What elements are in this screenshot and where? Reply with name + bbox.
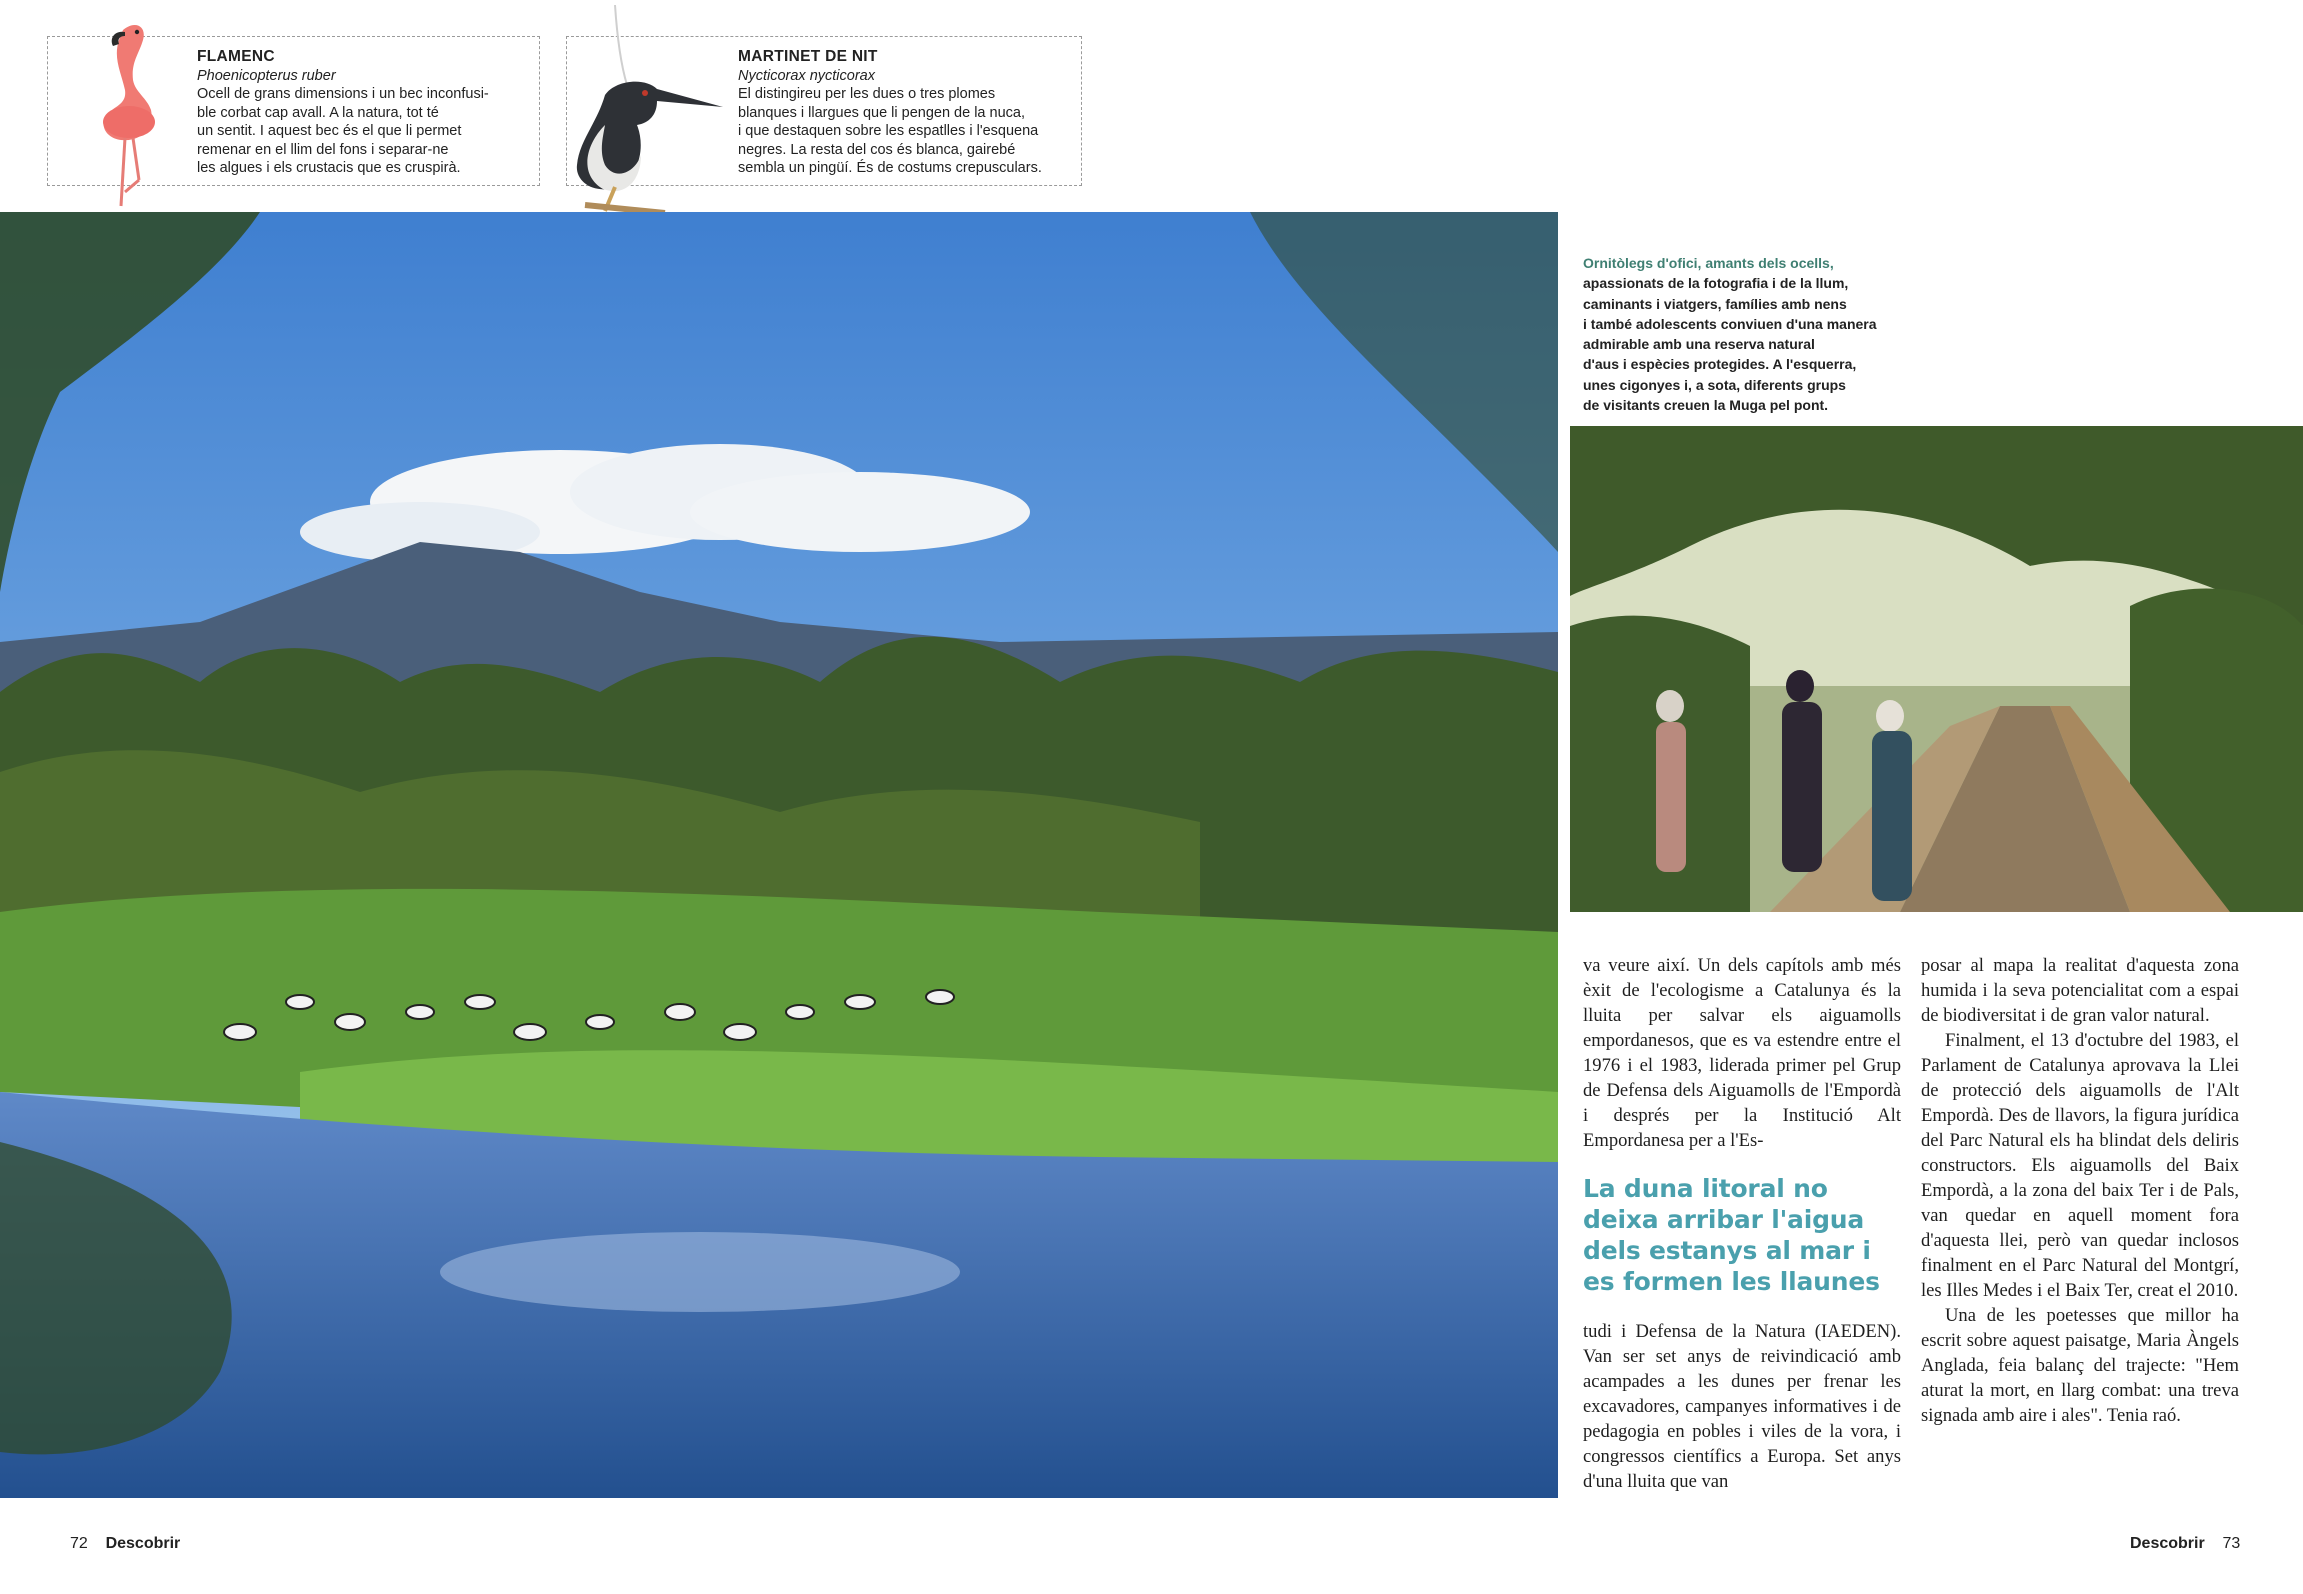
caption-lead: Ornitòlegs d'ofici, amants dels ocells, <box>1583 255 1834 271</box>
article-column-2 <box>1921 953 2239 1428</box>
article-paragraph: tudi i Defensa de la Natura (IAEDEN). Van ser set anys de reivindicació amb acampades a les dunes per frenar les excavadores, campanyes informatives i de pedagogia en pobles i viles de la vora, i congressos científics a Europa. Set anys d'una lluita que van <box>1583 1321 1901 1492</box>
species-description-line: remenar en el llim del fons i separar-ne <box>197 141 449 158</box>
species-description-line: Ocell de grans dimensions i un bec inconfusi- <box>197 86 489 102</box>
species-description-line: les algues i els crustacis que es cruspirà. <box>197 160 461 176</box>
magazine-name-right: Descobrir <box>2130 1535 2205 1552</box>
species-description-line: ble corbat cap avall. A la natura, tot té <box>197 104 439 121</box>
species-description-line: sembla un pingüí. És de costums crepusculars. <box>738 160 1042 176</box>
photo-caption <box>1583 253 1903 415</box>
species-description-line: El distingireu per les dues o tres plomes <box>738 86 996 102</box>
page-number-left: 72 <box>70 1535 88 1552</box>
folio-left <box>70 1535 180 1553</box>
pull-quote: La duna litoral no deixa arribar l'aigua dels estanys al mar i es formen les llaunes <box>1583 1174 1880 1296</box>
folio-right <box>2130 1535 2240 1553</box>
species-description-line: blanques i llargues que li pengen de la nuca, <box>738 104 1025 121</box>
article-column-1 <box>1583 953 1901 1494</box>
bridge-visitors-photo <box>1570 426 2303 912</box>
species-name: MARTINET DE NIT <box>738 48 878 65</box>
caption-line: d'aus i espècies protegides. A l'esquerra, <box>1583 356 1857 373</box>
species-latin-name: Phoenicopterus ruber <box>197 67 336 84</box>
species-name: FLAMENC <box>197 48 275 65</box>
article-paragraph: Finalment, el 13 d'octubre del 1983, el Parlament de Catalunya aprovava la Llei de protecció dels aiguamolls de l'Alt Empordà. Des de llavors, la figura jurídica del Parc Natural els ha blindat dels deliris constructors. Els aiguamolls del Baix Empordà, a la zona del baix Ter i de Pals, van quedar en aquell moment fora d'aquesta llei, però van quedar inclosos finalment en el Parc Natural del Montgrí, les Illes Medes i el Baix Ter, creat el 2010. <box>1921 1030 2239 1301</box>
species-description-line: un sentit. I aquest bec és el que li permet <box>197 123 462 139</box>
caption-line: admirable amb una reserva natural <box>1583 336 1815 353</box>
caption-line: i també adolescents conviuen d'una manera <box>1583 315 1877 332</box>
magazine-name-left: Descobrir <box>105 1535 181 1552</box>
species-latin-name: Nycticorax nycticorax <box>738 67 875 84</box>
article-paragraph: posar al mapa la realitat d'aquesta zona humida i la seva potencialitat com a espai de biodiversitat i de gran valor natural. <box>1921 955 2239 1026</box>
article-paragraph: va veure així. Un dels capítols amb més èxit de l'ecologisme a Catalunya és la lluita per salvar els aiguamolls empordanesos, que es va estendre entre el 1976 i el 1983, liderada primer pel Grup de Defensa dels Aiguamolls de l'Empordà i després per la Institució Alt Empordanesa per a l'Es- <box>1583 955 1901 1151</box>
caption-line: apassionats de la fotografia i de la llum, <box>1583 275 1849 292</box>
species-text-flamingo <box>197 48 489 178</box>
page-number-right: 73 <box>2222 1535 2241 1552</box>
flamingo-illustration <box>55 10 185 210</box>
species-description-line: i que destaquen sobre les espatlles i l'esquena <box>738 123 1039 139</box>
caption-line: de visitants creuen la Muga pel pont. <box>1583 397 1829 414</box>
article-paragraph: Una de les poetesses que millor ha escrit sobre aquest paisatge, Maria Àngels Anglada, feia balanç del trajecte: "Hem aturat la mort, en llarg combat: una treva signada amb aire i ales". Tenia raó. <box>1921 1305 2239 1426</box>
wetland-storks-photo <box>0 212 1558 1498</box>
species-text-night-heron <box>738 48 1042 178</box>
night-heron-illustration <box>545 5 735 215</box>
caption-line: caminants i viatgers, famílies amb nens <box>1583 295 1847 312</box>
caption-line: unes cigonyes i, a sota, diferents grups <box>1583 376 1846 393</box>
species-description-line: negres. La resta del cos és blanca, gairebé <box>738 141 1016 158</box>
